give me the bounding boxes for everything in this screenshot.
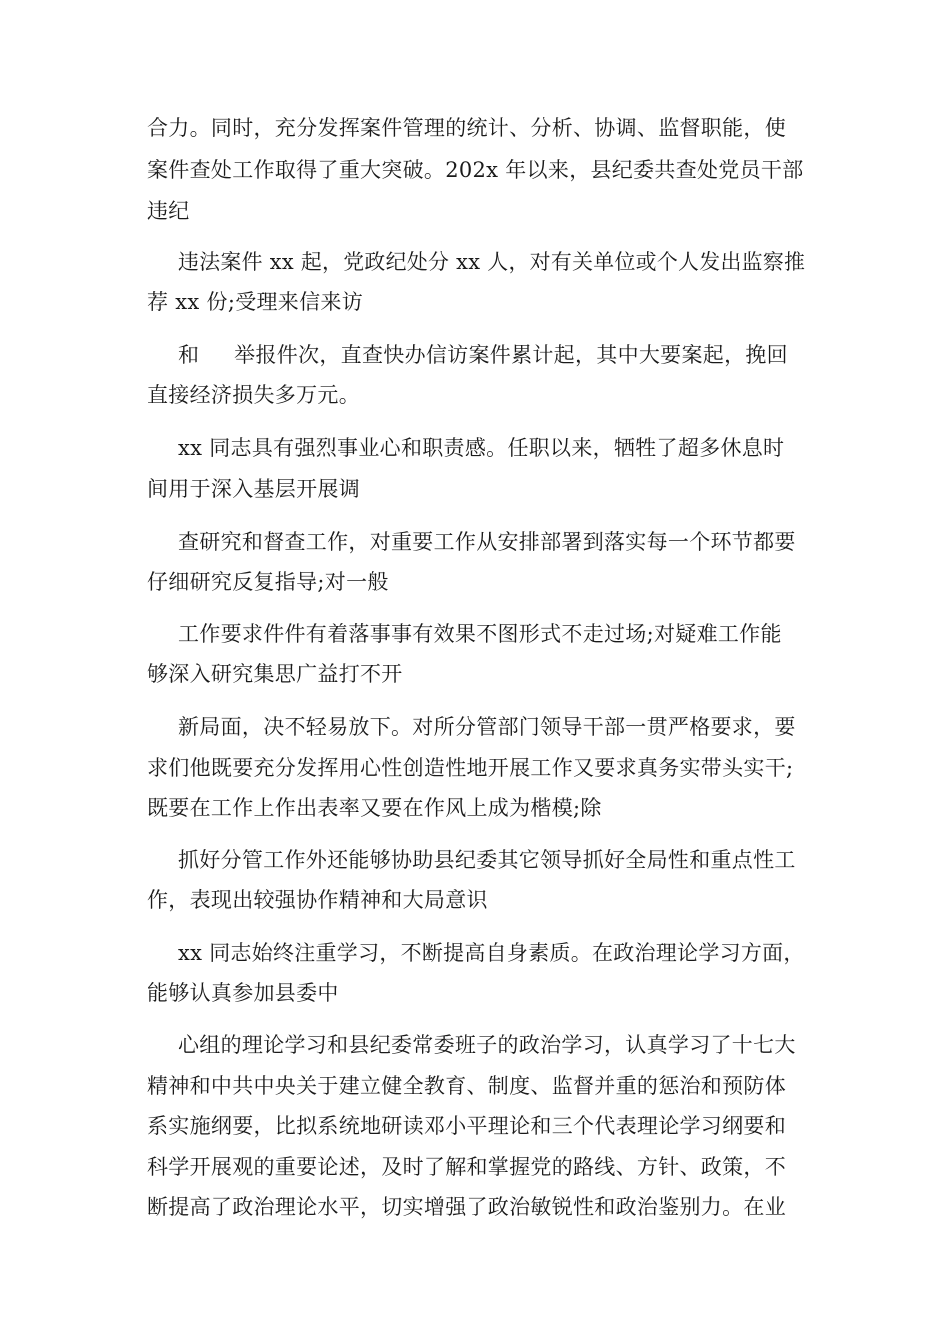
text-line: 科学开展观的重要论述，及时了解和掌握党的路线、方针、政策，不 xyxy=(147,1155,786,1179)
text-line: 查研究和督查工作，对重要工作从安排部署到落实每一个环节都要 xyxy=(178,530,796,554)
text-line: 求们他既要充分发挥用心性创造性地开展工作又要求真务实带头实干; xyxy=(147,756,794,780)
text-line: 够深入研究集思广益打不开 xyxy=(147,662,403,686)
text-line: 间用于深入基层开展调 xyxy=(147,477,360,501)
text-line: 抓好分管工作外还能够协助县纪委其它领导抓好全局性和重点性工 xyxy=(178,848,796,872)
text-line: xx 同志具有强烈事业心和职责感。任职以来，牺牲了超多休息时 xyxy=(178,436,785,460)
text-line: 案件查处工作取得了重大突破。202x 年以来，县纪委共查处党员干部 xyxy=(147,158,804,182)
text-line: 心组的理论学习和县纪委常委班子的政治学习，认真学习了十七大 xyxy=(178,1033,796,1057)
text-line: 违法案件 xx 起，党政纪处分 xx 人，对有关单位或个人发出监察推 xyxy=(178,250,806,274)
text-line: 荐 xx 份;受理来信来访 xyxy=(147,290,364,314)
text-line: xx 同志始终注重学习，不断提高自身素质。在政治理论学习方面， xyxy=(178,941,805,965)
text-line: 新局面，决不轻易放下。对所分管部门领导干部一贯严格要求，要 xyxy=(178,715,796,739)
text-line: 违纪 xyxy=(147,199,190,223)
text-line: 工作要求件件有着落事事有效果不图形式不走过场;对疑难工作能 xyxy=(178,622,782,646)
text-line: 系实施纲要，比拟系统地研读邓小平理论和三个代表理论学习纲要和 xyxy=(147,1114,786,1138)
text-line: 作，表现出较强协作精神和大局意识 xyxy=(147,888,488,912)
text-line: 既要在工作上作出表率又要在作风上成为楷模;除 xyxy=(147,796,602,820)
text-line: 和 举报件次，直查快办信访案件累计起，其中大要案起，挽回 xyxy=(178,343,788,367)
text-line: 直接经济损失多万元。 xyxy=(147,383,360,407)
text-line: 合力。同时，充分发挥案件管理的统计、分析、协调、监督职能，使 xyxy=(147,116,786,140)
text-line: 断提高了政治理论水平，切实增强了政治敏锐性和政治鉴别力。在业 xyxy=(147,1195,786,1219)
text-line: 精神和中共中央关于建立健全教育、制度、监督并重的惩治和预防体 xyxy=(147,1074,786,1098)
text-line: 能够认真参加县委中 xyxy=(147,981,339,1005)
text-line: 仔细研究反复指导;对一般 xyxy=(147,570,389,594)
